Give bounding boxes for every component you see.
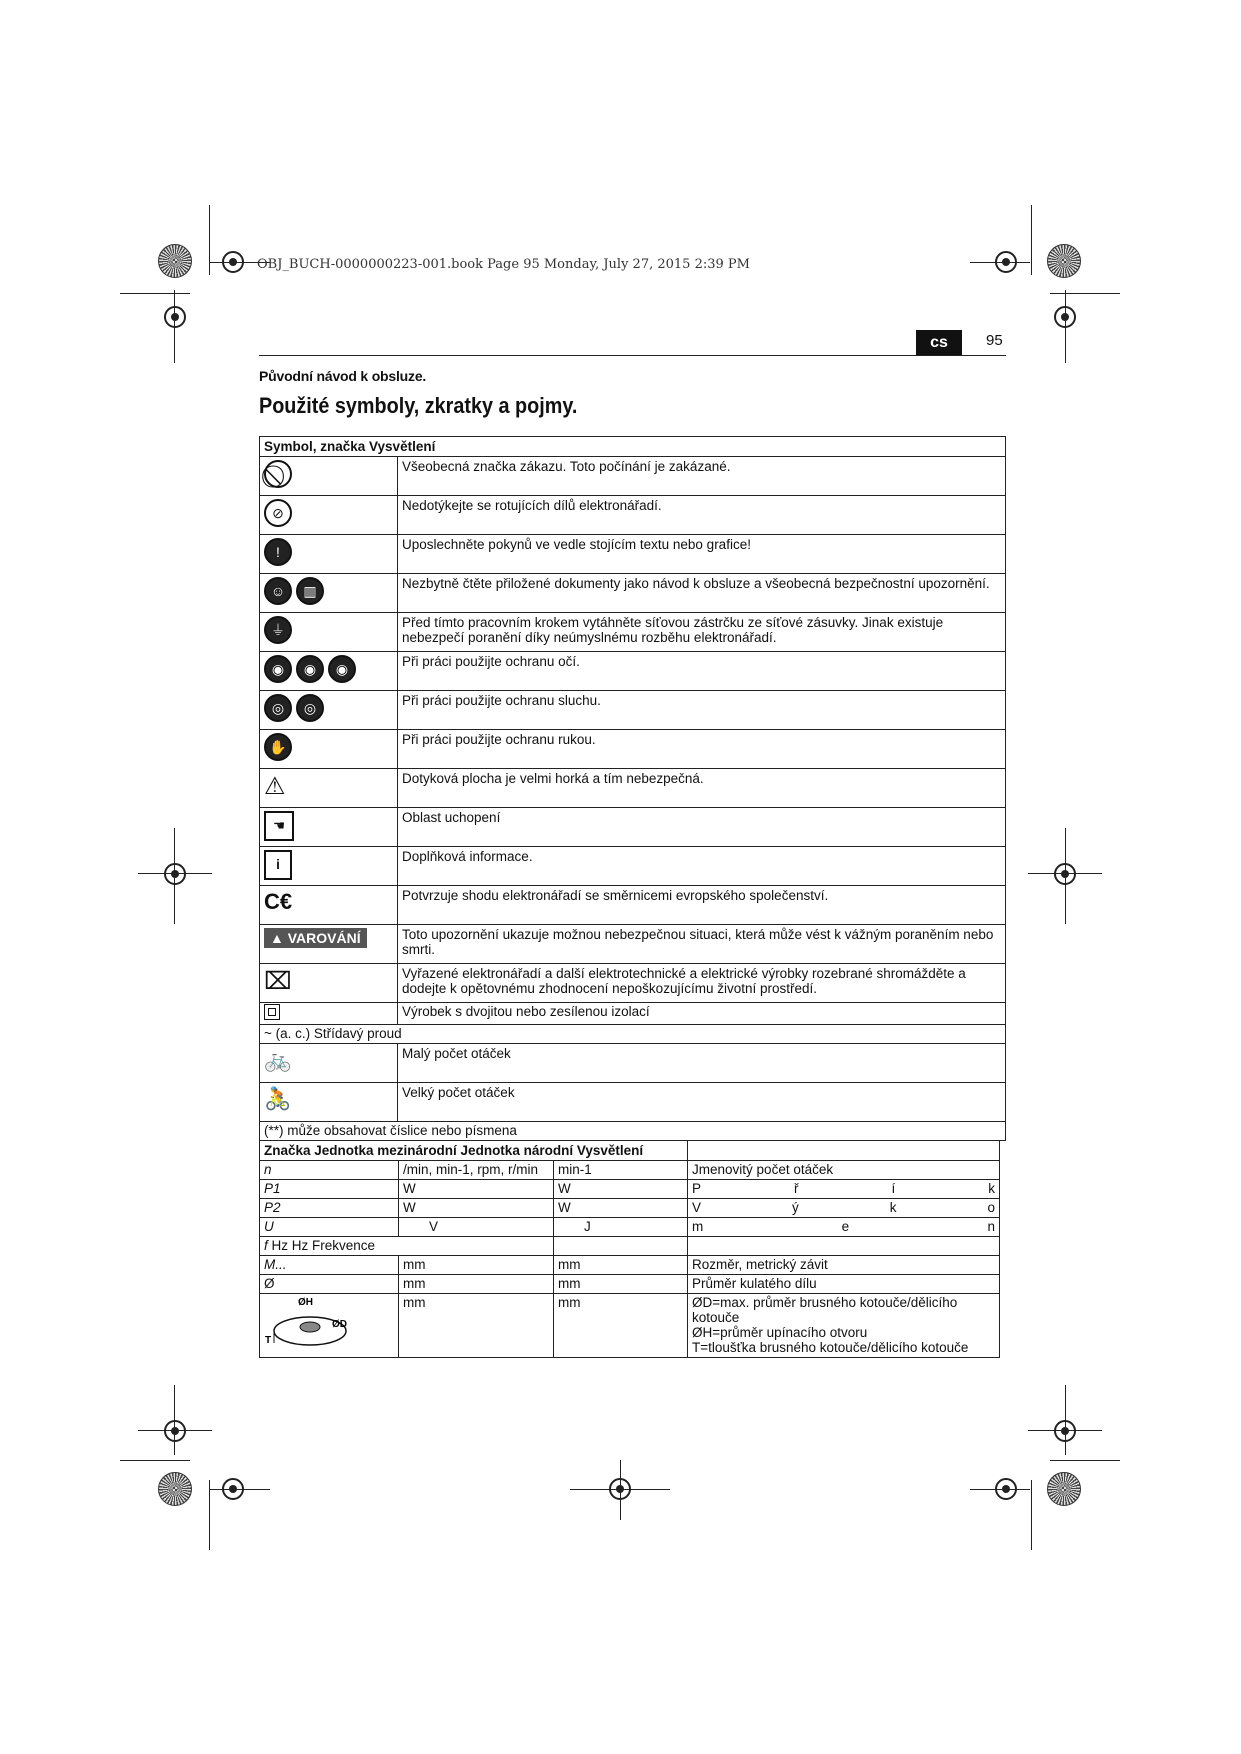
book-icon: ▥ (296, 577, 324, 605)
hearing-protection-icon: ◎ (296, 694, 324, 722)
row-text: Při práci použijte ochranu očí. (398, 652, 1006, 691)
svg-text:ØD: ØD (332, 1319, 347, 1330)
table-row (260, 769, 1006, 808)
prohibition-icon (264, 460, 292, 488)
warning-badge-label: VAROVÁNÍ (287, 930, 361, 946)
crop-mark (120, 293, 190, 294)
symbol-cell: M... (264, 1257, 287, 1272)
explanation-line: ØD=max. průměr brusného kotouče/dělicího kotouče (692, 1295, 958, 1325)
table-row (260, 535, 1006, 574)
crop-mark (1050, 1460, 1120, 1461)
row-text: Všeobecná značka zákazu. Toto počínání je zakázané. (398, 457, 1006, 496)
row-text: Velký počet otáček (398, 1083, 1006, 1122)
intl-unit-cell: mm (399, 1275, 554, 1294)
symbol-cell: P1 (264, 1181, 281, 1196)
crop-mark (209, 1480, 210, 1550)
text-fragment: n (987, 1219, 995, 1234)
text-fragment: í (891, 1181, 896, 1196)
symbols-table (259, 436, 1006, 1141)
exclamation-icon: ! (264, 538, 292, 566)
language-badge: cs (916, 330, 962, 356)
units-table-header: Značka Jednotka mezinárodní Jednotka národní Vysvětlení (260, 1141, 688, 1161)
table-row (260, 964, 1006, 1003)
row-text: Před tímto pracovním krokem vytáhněte síťovou zástrčku ze síťové zásuvky. Jinak existuje nebezpečí poranění díky neúmyslnému rozběhu elektronářadí. (398, 613, 1006, 652)
text-fragment: ř (794, 1181, 799, 1196)
registration-mark (1054, 306, 1076, 328)
info-icon: i (264, 850, 292, 880)
page-title: Použité symboly, zkratky a pojmy. (259, 393, 578, 418)
text-fragment: m (692, 1219, 704, 1234)
intl-unit-cell: /min, min-1, rpm, r/min (399, 1161, 554, 1180)
table-row (260, 652, 1006, 691)
table-row (260, 1025, 1006, 1044)
grip-area-icon: ☚ (264, 811, 294, 841)
file-info-header: OBJ_BUCH-0000000223-001.book Page 95 Monday, July 27, 2015 2:39 PM (257, 257, 750, 272)
table-row (260, 1003, 1006, 1025)
explanation-cell (688, 1237, 1000, 1256)
intl-unit-cell: W (399, 1180, 554, 1199)
table-row (260, 886, 1006, 925)
national-unit-cell: min-1 (554, 1161, 688, 1180)
registration-mark (164, 306, 186, 328)
high-speed-icon: 🚴 (264, 1086, 292, 1111)
table-row (260, 1044, 1006, 1083)
intl-unit-cell: mm (399, 1294, 554, 1358)
symbols-table-header: Symbol, značka Vysvětlení (260, 437, 1006, 457)
national-unit-cell: mm (554, 1256, 688, 1275)
crop-mark (120, 1460, 190, 1461)
text-fragment: k (988, 1181, 995, 1196)
table-row (260, 613, 1006, 652)
explanation-line: T=tloušťka brusného kotouče/dělicího kotouče (692, 1340, 969, 1355)
disc-dimensions-diagram (264, 1295, 356, 1353)
warning-badge: ▲ VAROVÁNÍ (264, 928, 367, 948)
table-row (260, 574, 1006, 613)
eye-protection-icon: ◉ (264, 655, 292, 683)
registration-mark (164, 1420, 186, 1442)
double-insulation-icon (264, 1004, 280, 1020)
explanation-cell (688, 1294, 1000, 1358)
registration-mark (222, 251, 244, 273)
hand-protection-icon: ✋ (264, 733, 292, 761)
units-table-header-empty (688, 1141, 1000, 1161)
weee-bin-icon: ⌧ (264, 968, 292, 995)
no-touch-rotating-icon: ⊘ (264, 499, 292, 527)
row-text: Toto upozornění ukazuje možnou nebezpečnou situaci, která může vést k vážným poraněním nebo smrti. (398, 925, 1006, 964)
text-fragment: o (987, 1200, 995, 1215)
table-row (260, 847, 1006, 886)
national-unit-cell: W (554, 1180, 688, 1199)
slow-speed-icon: 🚲 (264, 1047, 292, 1072)
table-row (260, 1161, 1000, 1180)
national-unit-cell: W (554, 1199, 688, 1218)
table-row (260, 691, 1006, 730)
national-unit-cell: mm (554, 1275, 688, 1294)
crop-mark (1031, 205, 1032, 275)
table-row (260, 1294, 1000, 1358)
table-row (260, 1122, 1006, 1141)
table-row (260, 808, 1006, 847)
footnote-row: (**) může obsahovat číslice nebo písmena (260, 1122, 1006, 1141)
intl-unit-cell: mm (399, 1256, 554, 1275)
table-row (260, 1199, 1000, 1218)
explanation-line: ØH=průměr upínacího otvoru (692, 1325, 868, 1340)
intl-unit-cell: Hz Hz Frekvence (271, 1238, 376, 1253)
color-target-icon (158, 1472, 192, 1506)
svg-text:T: T (265, 1335, 272, 1346)
svg-text:ØH: ØH (298, 1297, 313, 1308)
table-row (260, 1083, 1006, 1122)
color-target-icon (1047, 244, 1081, 278)
crop-mark (1050, 293, 1120, 294)
row-text: Při práci použijte ochranu sluchu. (398, 691, 1006, 730)
units-table (259, 1140, 1000, 1358)
table-row (260, 1180, 1000, 1199)
explanation-cell: Průměr kulatého dílu (688, 1275, 1000, 1294)
table-row (260, 925, 1006, 964)
registration-mark (1054, 863, 1076, 885)
table-row (260, 730, 1006, 769)
national-unit-cell (554, 1237, 688, 1256)
table-row (260, 1275, 1000, 1294)
row-text: Dotyková plocha je velmi horká a tím nebezpečná. (398, 769, 1006, 808)
eye-protection-icon: ◉ (328, 655, 356, 683)
explanation-cell: Rozměr, metrický závit (688, 1256, 1000, 1275)
intl-unit-cell: V (399, 1218, 554, 1237)
row-text: Potvrzuje shodu elektronářadí se směrnicemi evropského společenství. (398, 886, 1006, 925)
registration-mark (995, 1478, 1017, 1500)
hearing-protection-icon: ◎ (264, 694, 292, 722)
read-manual-icon: ☺ (264, 577, 292, 605)
registration-mark (609, 1478, 631, 1500)
ac-row: ~ (a. c.) Střídavý proud (260, 1025, 1006, 1044)
eye-protection-icon: ◉ (296, 655, 324, 683)
row-text: Vyřazené elektronářadí a další elektrotechnické a elektrické výrobky rozebrané shromážděte a dodejte k opětovnému zhodnocení nepoškozujícímu životní prostředí. (398, 964, 1006, 1003)
header-rule (259, 355, 1006, 356)
registration-mark (995, 251, 1017, 273)
national-unit-cell: J (554, 1218, 688, 1237)
national-unit-cell: mm (554, 1294, 688, 1358)
registration-mark (1054, 1420, 1076, 1442)
table-row (260, 1256, 1000, 1275)
explanation-cell: Jmenovitý počet otáček (688, 1161, 1000, 1180)
symbol-cell: f (264, 1238, 268, 1253)
row-text: Výrobek s dvojitou nebo zesílenou izolací (398, 1003, 1006, 1025)
row-text: Malý počet otáček (398, 1044, 1006, 1083)
color-target-icon (1047, 1472, 1081, 1506)
row-text: Uposlechněte pokynů ve vedle stojícím textu nebo grafice! (398, 535, 1006, 574)
text-fragment: P (692, 1181, 702, 1196)
table-row (260, 457, 1006, 496)
explanation-cell (692, 1181, 995, 1196)
row-text: Nedotýkejte se rotujících dílů elektronářadí. (398, 496, 1006, 535)
explanation-cell (692, 1200, 995, 1215)
table-row (260, 1237, 1000, 1256)
table-row (260, 496, 1006, 535)
symbol-cell: U (264, 1219, 274, 1234)
page-number: 95 (986, 332, 1003, 349)
row-text: Při práci použijte ochranu rukou. (398, 730, 1006, 769)
registration-mark (164, 863, 186, 885)
registration-mark (222, 1478, 244, 1500)
subtitle: Původní návod k obsluze. (259, 368, 427, 384)
crop-mark (209, 205, 210, 275)
text-fragment: V (692, 1200, 702, 1215)
crop-mark (1031, 1480, 1032, 1550)
row-text: Doplňková informace. (398, 847, 1006, 886)
table-row (260, 1218, 1000, 1237)
symbol-cell: P2 (264, 1200, 281, 1215)
hot-surface-icon: ⚠ (264, 773, 286, 800)
color-target-icon (158, 244, 192, 278)
ce-mark-icon: C€ (264, 889, 293, 914)
intl-unit-cell: W (399, 1199, 554, 1218)
text-fragment: k (889, 1200, 897, 1215)
symbol-cell: Ø (260, 1275, 399, 1294)
explanation-cell (692, 1219, 995, 1234)
unplug-icon: ⏚ (264, 616, 292, 644)
text-fragment: e (841, 1219, 850, 1234)
text-fragment: ý (792, 1200, 799, 1215)
row-text: Nezbytně čtěte přiložené dokumenty jako návod k obsluze a všeobecná bezpečnostní upozornění. (398, 574, 1006, 613)
row-text: Oblast uchopení (398, 808, 1006, 847)
symbol-cell: n (264, 1162, 272, 1177)
